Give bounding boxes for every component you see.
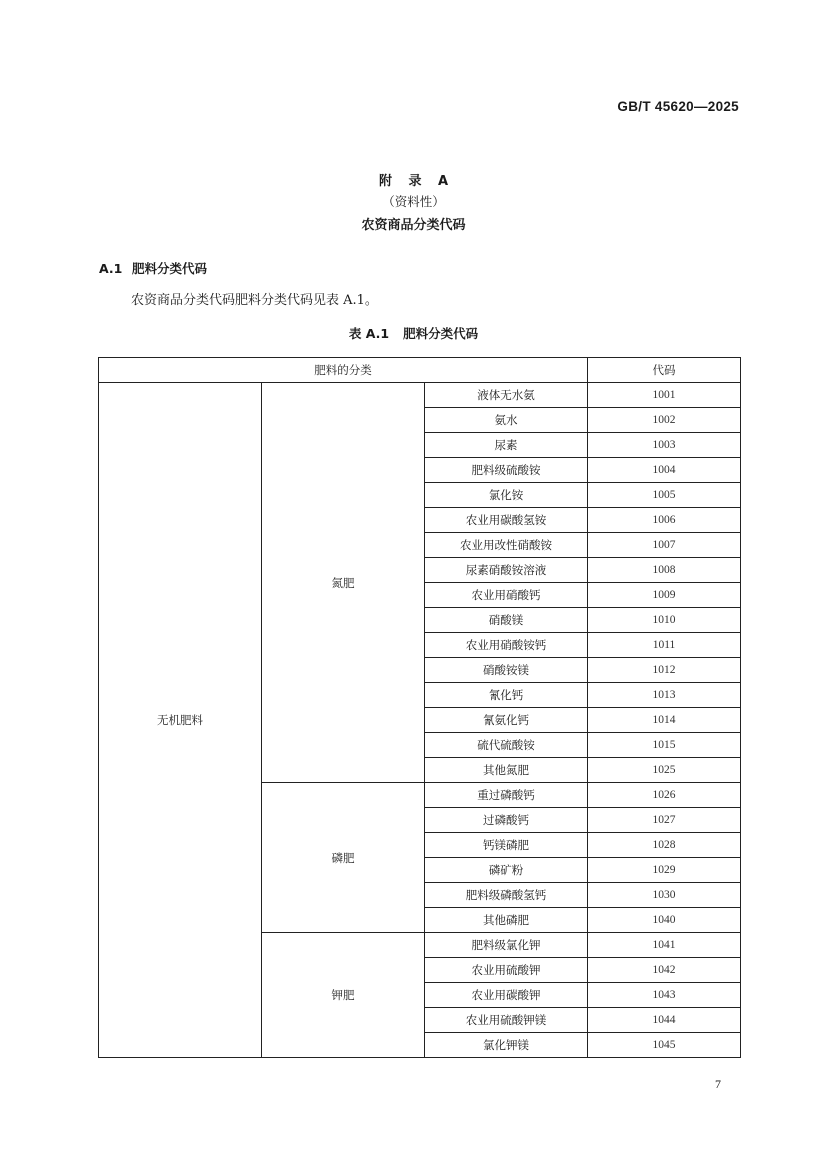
item-code: 1026 <box>588 783 741 808</box>
item-code: 1014 <box>588 708 741 733</box>
item-name: 氨水 <box>425 408 588 433</box>
item-name: 肥料级硫酸铵 <box>425 458 588 483</box>
item-code: 1025 <box>588 758 741 783</box>
item-name: 硫代硫酸铵 <box>425 733 588 758</box>
item-name: 尿素硝酸铵溶液 <box>425 558 588 583</box>
item-code: 1043 <box>588 983 741 1008</box>
item-name: 农业用碳酸钾 <box>425 983 588 1008</box>
item-code: 1028 <box>588 833 741 858</box>
level1-category: 无机肥料 <box>99 383 262 1058</box>
item-code: 1003 <box>588 433 741 458</box>
item-name: 硝酸铵镁 <box>425 658 588 683</box>
section-heading <box>99 259 207 277</box>
item-code: 1011 <box>588 633 741 658</box>
item-name: 氰化钙 <box>425 683 588 708</box>
item-name: 钙镁磷肥 <box>425 833 588 858</box>
item-name: 农业用改性硝酸铵 <box>425 533 588 558</box>
item-code: 1008 <box>588 558 741 583</box>
group-name: 钾肥 <box>262 933 425 1058</box>
header-category: 肥料的分类 <box>99 358 588 383</box>
group-name: 氮肥 <box>262 383 425 783</box>
group-name: 磷肥 <box>262 783 425 933</box>
item-code: 1030 <box>588 883 741 908</box>
item-code: 1042 <box>588 958 741 983</box>
item-code: 1015 <box>588 733 741 758</box>
standard-number: GB/T 45620—2025 <box>617 99 739 114</box>
item-code: 1005 <box>588 483 741 508</box>
page-number: 7 <box>715 1077 721 1091</box>
item-code: 1040 <box>588 908 741 933</box>
item-name: 尿素 <box>425 433 588 458</box>
item-name: 过磷酸钙 <box>425 808 588 833</box>
header-code: 代码 <box>588 358 741 383</box>
appendix-subject: 农资商品分类代码 <box>361 218 466 233</box>
body-paragraph: 农资商品分类代码肥料分类代码见表 A.1。 <box>131 293 378 308</box>
item-name: 重过磷酸钙 <box>425 783 588 808</box>
fertilizer-code-table <box>98 357 741 1058</box>
item-name: 农业用硫酸钾镁 <box>425 1008 588 1033</box>
item-name: 其他氮肥 <box>425 758 588 783</box>
item-code: 1009 <box>588 583 741 608</box>
item-name: 肥料级氯化钾 <box>425 933 588 958</box>
appendix-title: 附 录 A <box>378 174 449 189</box>
appendix-nature: （资料性） <box>382 194 445 209</box>
table-row <box>99 383 741 408</box>
item-name: 氯化钾镁 <box>425 1033 588 1058</box>
item-name: 农业用硝酸铵钙 <box>425 633 588 658</box>
table-caption-number: 表 A.1 <box>348 326 390 341</box>
item-code: 1041 <box>588 933 741 958</box>
item-code: 1002 <box>588 408 741 433</box>
table-header-row <box>99 358 741 383</box>
section-number: A.1 <box>99 261 123 276</box>
table-caption-title: 肥料分类代码 <box>403 326 479 341</box>
section-title: 肥料分类代码 <box>132 261 208 276</box>
item-code: 1045 <box>588 1033 741 1058</box>
table-caption <box>0 324 827 342</box>
item-code: 1006 <box>588 508 741 533</box>
item-name: 氯化铵 <box>425 483 588 508</box>
item-code: 1013 <box>588 683 741 708</box>
item-name: 磷矿粉 <box>425 858 588 883</box>
item-name: 农业用硝酸钙 <box>425 583 588 608</box>
item-name: 农业用硫酸钾 <box>425 958 588 983</box>
item-code: 1012 <box>588 658 741 683</box>
item-code: 1001 <box>588 383 741 408</box>
item-code: 1004 <box>588 458 741 483</box>
item-code: 1044 <box>588 1008 741 1033</box>
item-name: 其他磷肥 <box>425 908 588 933</box>
item-name: 氰氨化钙 <box>425 708 588 733</box>
item-name: 硝酸镁 <box>425 608 588 633</box>
item-code: 1029 <box>588 858 741 883</box>
item-name: 液体无水氨 <box>425 383 588 408</box>
item-code: 1010 <box>588 608 741 633</box>
item-code: 1007 <box>588 533 741 558</box>
item-name: 农业用碳酸氢铵 <box>425 508 588 533</box>
item-code: 1027 <box>588 808 741 833</box>
item-name: 肥料级磷酸氢钙 <box>425 883 588 908</box>
